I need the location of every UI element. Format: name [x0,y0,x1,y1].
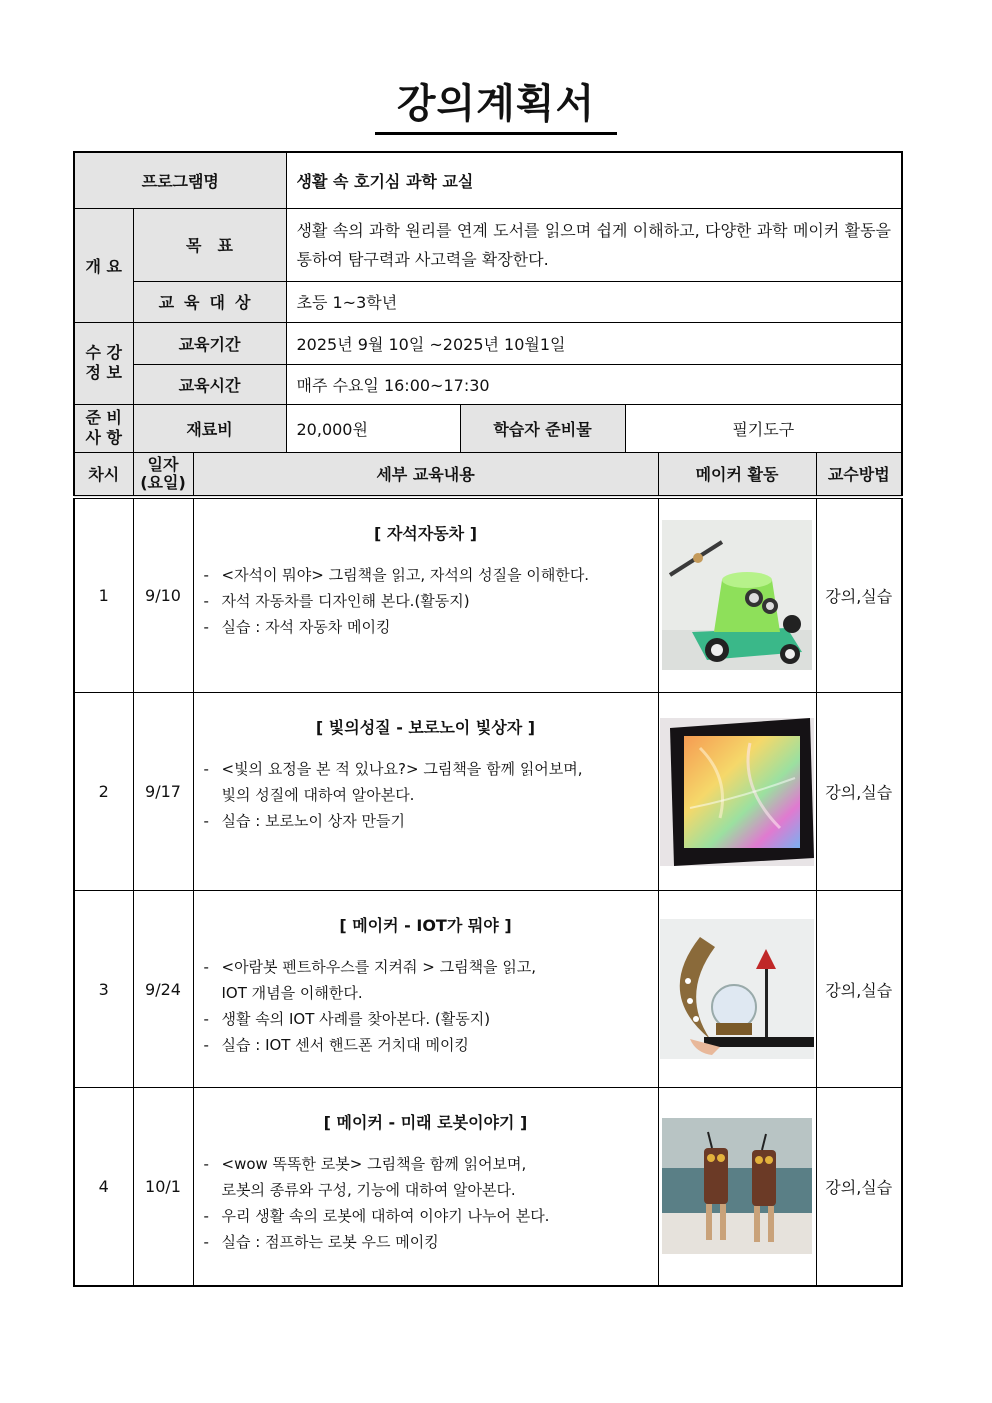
time-label: 교육시간 [133,364,286,404]
goal-label: 목 표 [133,208,286,281]
list-item: - <아람봇 펜트하우스를 지켜줘 > 그림책을 읽고, [204,954,648,980]
maker-photo-cell [658,891,816,1088]
document-title: 강의계획서 [375,78,617,135]
table-row [74,497,902,693]
session-detail-list [204,562,648,640]
table-row [74,1088,902,1286]
session-date: 9/17 [133,693,193,891]
material-fee-value: 20,000원 [286,404,460,453]
list-item: - <빛의 요정을 본 적 있나요?> 그림책을 함께 읽어보며, [204,756,648,782]
list-item: 빛의 성질에 대하여 알아본다. [221,786,415,804]
session-detail-list [204,756,648,834]
enroll-info-label-line2: 정 보 [85,363,122,382]
session-number: 3 [74,891,133,1088]
teaching-method: 강의,실습 [816,1088,902,1286]
session-title: [ 메이커 - IOT가 뭐야 ] [339,916,512,935]
iot-phone-stand-photo [660,919,814,1059]
list-item: - 우리 생활 속의 로봇에 대하여 이야기 나누어 본다. [204,1203,648,1229]
list-item: - <wow 똑똑한 로봇> 그림책을 함께 읽어보며, [204,1151,648,1177]
list-item: - 실습 : 자석 자동차 메이킹 [204,614,648,640]
session-title: [ 자석자동차 ] [373,523,478,543]
session-content [193,497,658,693]
session-date: 9/24 [133,891,193,1088]
teaching-method: 강의,실습 [816,891,902,1088]
enroll-info-label [74,322,133,404]
session-content [193,1088,658,1286]
session-title: [ 빛의성질 - 보로노이 빛상자 ] [315,718,536,737]
maker-photo-cell [658,497,816,693]
session-title: [ 메이커 - 미래 로봇이야기 ] [323,1113,528,1132]
maker-photo-cell [658,1088,816,1286]
list-item: - 실습 : 보로노이 상자 만들기 [204,808,648,834]
content-header: 세부 교육내용 [193,453,658,497]
magnet-car-photo [662,520,812,670]
period-label: 교육기간 [133,322,286,364]
list-item: - 실습 : IOT 센서 핸드폰 거치대 메이킹 [204,1032,648,1058]
document-title-wrap [0,78,992,135]
learner-supplies-label: 학습자 준비물 [460,404,625,453]
maker-header: 메이커 활동 [658,453,816,497]
time-value: 매주 수요일 16:00~17:30 [286,364,902,404]
voronoi-lightbox-photo [660,718,814,866]
program-info-table [73,151,903,454]
program-name-label: 프로그램명 [74,152,286,208]
overview-label: 개 요 [74,208,133,322]
list-item: - 생활 속의 IOT 사례를 찾아본다. (활동지) [204,1006,648,1032]
session-header: 차시 [74,453,133,497]
date-header-line2: (요일) [140,472,186,492]
session-content [193,693,658,891]
list-item: - 실습 : 점프하는 로봇 우드 메이킹 [204,1229,648,1255]
period-value: 2025년 9월 10일 ~2025년 10월1일 [286,322,902,364]
session-number: 4 [74,1088,133,1286]
learner-supplies-value: 필기도구 [625,404,902,453]
list-item: 로봇의 종류와 구성, 기능에 대하여 알아본다. [221,1181,516,1199]
material-fee-label: 재료비 [133,404,286,453]
session-date: 10/1 [133,1088,193,1286]
maker-photo-cell [658,693,816,891]
table-row [74,693,902,891]
schedule-table [73,452,903,1287]
date-header [133,453,193,497]
target-label: 교육대상 [133,281,286,322]
session-number: 2 [74,693,133,891]
prep-label [74,404,133,453]
teaching-method: 강의,실습 [816,497,902,693]
wood-robot-photo [662,1118,812,1254]
program-name-value: 생활 속 호기심 과학 교실 [286,152,902,208]
teaching-method: 강의,실습 [816,693,902,891]
list-item: IOT 개념을 이해한다. [221,984,363,1002]
list-item: - 자석 자동차를 디자인해 본다.(활동지) [204,588,648,614]
session-date: 9/10 [133,497,193,693]
session-detail-list [204,1151,648,1255]
goal-value: 생활 속의 과학 원리를 연계 도서를 읽으며 쉽게 이해하고, 다양한 과학 메이커 활동을 통하여 탐구력과 사고력을 확장한다. [286,208,902,281]
list-item: - <자석이 뭐야> 그림책을 읽고, 자석의 성질을 이해한다. [204,562,648,588]
prep-label-line2: 사 항 [85,428,122,448]
target-value: 초등 1~3학년 [286,281,902,322]
date-header-line1: 일자 [147,454,179,474]
prep-label-line1: 준 비 [85,408,122,428]
session-detail-list [204,954,648,1058]
enroll-info-label-line1: 수 강 [85,343,122,362]
table-row [74,891,902,1088]
method-header: 교수방법 [816,453,902,497]
session-number: 1 [74,497,133,693]
session-content [193,891,658,1088]
